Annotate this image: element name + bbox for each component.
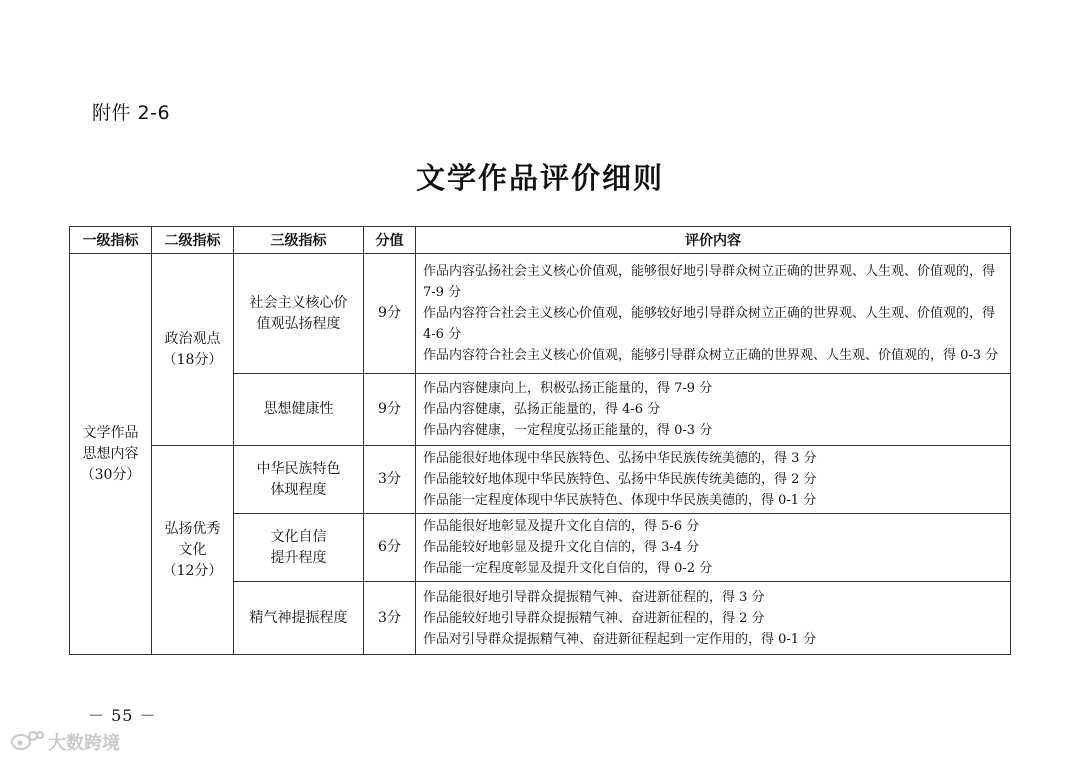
criterion-line: 作品能很好地引导群众提振精气神、奋进新征程的，得 3 分 — [423, 589, 765, 605]
criterion-line: 作品能一定程度彰显及提升文化自信的，得 0-2 分 — [423, 561, 713, 576]
criterion-line: 作品能较好地引导群众提振精气神、奋进新征程的，得 2 分 — [423, 610, 765, 626]
table-row — [70, 446, 1011, 514]
header-level2: 二级指标 — [152, 227, 234, 254]
score-cell: 6分 — [364, 514, 416, 582]
evaluation-table — [69, 226, 1011, 655]
level1-line: （30分） — [80, 466, 141, 483]
score-cell: 9分 — [364, 374, 416, 446]
level2-line: （18分） — [162, 351, 223, 368]
level3-cell — [234, 254, 364, 374]
level2-line: 政治观点 — [164, 330, 221, 347]
level1-line: 文学作品 — [82, 424, 139, 441]
criterion-line: 作品能较好地体现中华民族特色、弘扬中华民族传统美德的，得 2 分 — [423, 472, 817, 487]
header-level1: 一级指标 — [70, 227, 152, 254]
level3-line: 提升程度 — [270, 549, 327, 566]
score-cell: 3分 — [364, 446, 416, 514]
level2-line: 文化 — [178, 541, 207, 558]
header-content: 评价内容 — [416, 227, 1011, 254]
criterion-line: 作品内容弘扬社会主义核心价值观，能够很好地引导群众树立正确的世界观、人生观、价值观的，得 7-9 分 — [423, 264, 996, 300]
weibo-icon — [10, 729, 44, 755]
content-cell — [416, 374, 1011, 446]
criterion-line: 作品内容符合社会主义核心价值观，能够引导群众树立正确的世界观、人生观、价值观的，得 0-3 分 — [423, 348, 999, 363]
criterion-line: 作品能很好地体现中华民族特色、弘扬中华民族传统美德的，得 3 分 — [423, 451, 817, 466]
header-level3: 三级指标 — [234, 227, 364, 254]
header-score: 分值 — [364, 227, 416, 254]
level2-line: （12分） — [162, 562, 223, 579]
table-row — [70, 254, 1011, 374]
score-cell: 3分 — [364, 582, 416, 655]
level2-line: 弘扬优秀 — [164, 520, 221, 537]
level3-line: 体现程度 — [270, 481, 327, 498]
watermark-text: 大数跨境 — [48, 733, 120, 754]
level2-cell — [152, 446, 234, 655]
level3-cell — [234, 446, 364, 514]
criterion-line: 作品能很好地彰显及提升文化自信的，得 5-6 分 — [423, 519, 700, 534]
content-cell — [416, 514, 1011, 582]
criterion-line: 作品内容健康，一定程度弘扬正能量的，得 0-3 分 — [423, 423, 713, 438]
criterion-line: 作品对引导群众提振精气神、奋进新征程起到一定作用的，得 0-1 分 — [423, 631, 817, 647]
level1-cell — [70, 254, 152, 655]
level3-line: 文化自信 — [270, 528, 327, 545]
content-cell — [416, 582, 1011, 655]
content-cell — [416, 446, 1011, 514]
level1-line: 思想内容 — [82, 445, 139, 462]
level3-cell — [234, 514, 364, 582]
criterion-line: 作品内容健康向上，积极弘扬正能量的，得 7-9 分 — [423, 381, 713, 396]
level3-cell — [234, 374, 364, 446]
level3-line: 社会主义核心价 — [249, 294, 348, 311]
level3-line: 中华民族特色 — [256, 460, 341, 477]
document-title: 文学作品评价细则 — [415, 161, 664, 195]
criterion-line: 作品内容符合社会主义核心价值观，能够较好地引导群众树立正确的世界观、人生观、价值观的，得 4-6 分 — [423, 306, 996, 342]
table-header-row — [70, 227, 1011, 254]
level3-line: 值观弘扬程度 — [256, 315, 341, 332]
page-number: － 55 － — [88, 706, 157, 725]
level3-cell — [234, 582, 364, 655]
watermark — [10, 729, 120, 755]
content-cell — [416, 254, 1011, 374]
attachment-label: 附件 2-6 — [92, 102, 171, 124]
criterion-line: 作品能较好地彰显及提升文化自信的，得 3-4 分 — [423, 540, 700, 555]
criterion-line: 作品内容健康，弘扬正能量的，得 4-6 分 — [423, 402, 661, 417]
level2-cell — [152, 254, 234, 446]
level3-line: 精气神提振程度 — [249, 609, 348, 626]
criterion-line: 作品能一定程度体现中华民族特色、体现中华民族美德的，得 0-1 分 — [423, 493, 817, 508]
score-cell: 9分 — [364, 254, 416, 374]
level3-line: 思想健康性 — [263, 401, 334, 417]
